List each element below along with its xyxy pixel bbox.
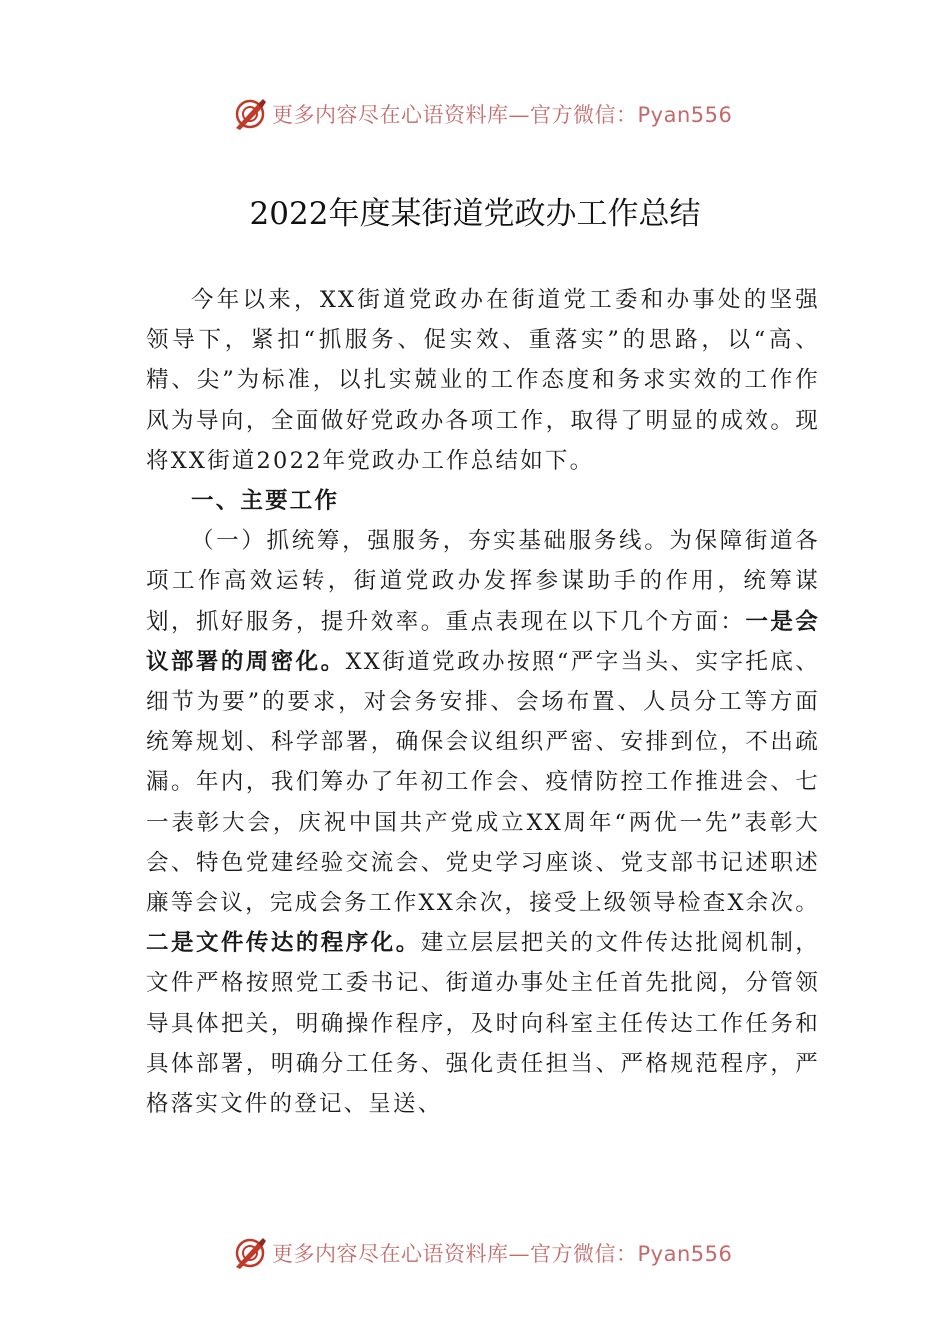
- point-one-text: XX街道党政办按照“严字当头、实字托底、细节为要”的要求，对会务安排、会场布置、人员分工等方面统筹规划、科学部署，确保会议组织严密、安排到位，不出疏漏。年内，我们筹办了年初工作会、疫情防控工作推进会、七一表彰大会，庆祝中国共产党成立XX周年“两优一先”表彰大会、特色党建经验交流会、党史学习座谈、党支部书记述职述廉等会议，完成会务工作XX余次，接受上级领导检查X余次。: [146, 648, 820, 917]
- banner-text: 更多内容尽在心语资料库—官方微信：Pyan556: [272, 1242, 733, 1266]
- pen-logo-icon: [232, 96, 268, 132]
- banner-wechat: Pyan556: [637, 1242, 733, 1266]
- banner-text: 更多内容尽在心语资料库—官方微信：Pyan556: [272, 103, 733, 127]
- footer-banner: [232, 1233, 732, 1273]
- header-banner: [232, 94, 732, 134]
- para-lead: （一）抓统筹，强服务，夯实基础服务线。为保障街道各项工作高效运转，街道党政办发挥参谋助手的作用，统筹谋划，抓好服务，提升效率。重点表现在以下几个方面：: [146, 528, 820, 635]
- intro-paragraph: 今年以来，XX街道党政办在街道党工委和办事处的坚强领导下，紧扣“抓服务、促实效、重落实”的思路，以“高、精、尖”为标准，以扎实兢业的工作态度和务求实效的工作作风为导向，全面做好党政办各项工作，取得了明显的成效。现将XX街道2022年党政办工作总结如下。: [146, 287, 820, 474]
- section1-paragraph: [146, 521, 820, 1124]
- pen-logo-icon: [232, 1235, 268, 1271]
- document-title: 2022年度某街道党政办工作总结: [249, 196, 701, 232]
- banner-wechat: Pyan556: [637, 103, 733, 127]
- section-heading: 一、主要工作: [191, 488, 340, 515]
- point-one-heading: 一是会议部署的周密化。: [146, 608, 820, 675]
- point-two-heading: 二是文件传达的程序化。: [146, 930, 421, 957]
- point-two-text: 建立层层把关的文件传达批阅机制，文件严格按照党工委书记、街道办事处主任首先批阅，分管领导具体把关，明确操作程序，及时向科室主任传达工作任务和具体部署，明确分工任务、强化责任担当、严格规范程序，严格落实文件的登记、呈送、: [146, 930, 820, 1118]
- document-body: [146, 280, 820, 1124]
